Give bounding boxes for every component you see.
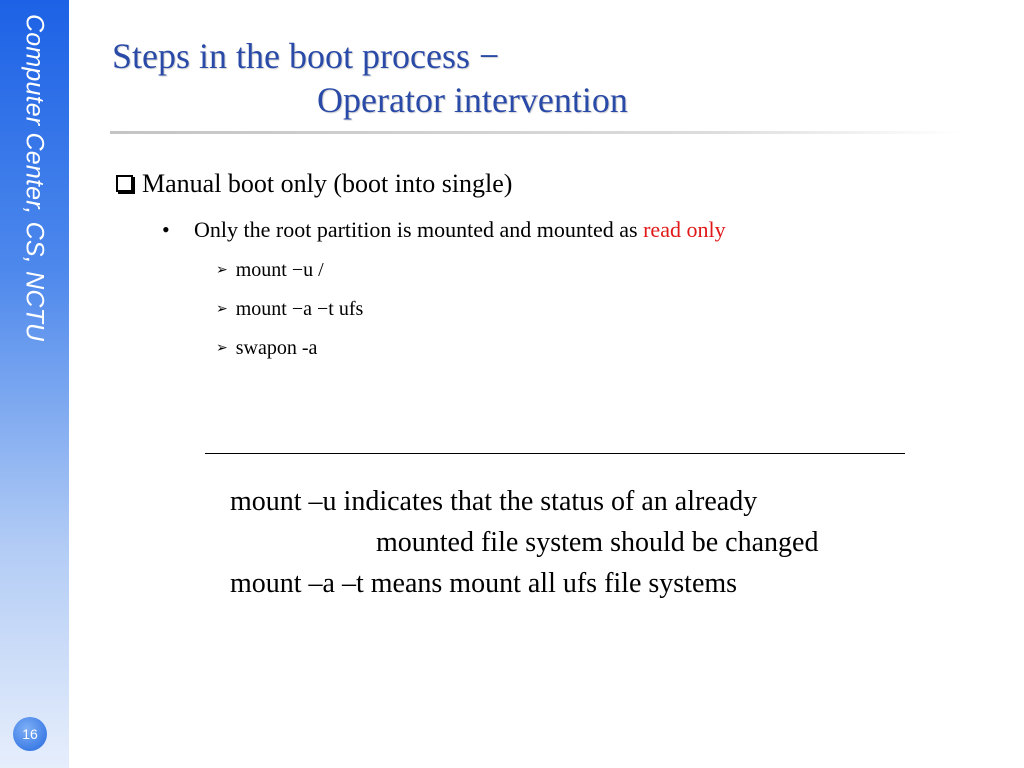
bullet-manual-boot <box>116 168 512 200</box>
command-item <box>216 297 363 321</box>
title-line-1: Steps in the boot process − <box>112 36 500 76</box>
title-underline <box>110 131 960 134</box>
read-only-highlight: read only <box>643 217 726 242</box>
command-text: mount −u / <box>235 259 324 281</box>
command-item <box>216 258 324 282</box>
dot-bullet-icon: • <box>162 217 170 242</box>
note-line-3: mount –a –t means mount all ufs file systems <box>230 568 738 599</box>
sidebar <box>0 0 69 768</box>
arrow-bullet-icon: ➢ <box>216 340 228 356</box>
page-number-badge: 16 <box>13 717 47 751</box>
command-text: swapon -a <box>235 337 318 359</box>
bullet-root-partition-text: Only the root partition is mounted and mounted as read only <box>194 217 726 242</box>
checkbox-bullet-icon <box>116 175 133 192</box>
command-text: mount −a −t ufs <box>235 298 364 320</box>
sidebar-caption: Computer Center, CS, NCTU <box>20 14 49 342</box>
bullet-root-partition <box>162 216 726 244</box>
arrow-bullet-icon: ➢ <box>216 301 228 317</box>
arrow-bullet-icon: ➢ <box>216 262 228 278</box>
note-line-1: mount –u indicates that the status of an already <box>230 486 758 517</box>
command-item <box>216 336 317 360</box>
notes-divider <box>205 453 905 454</box>
slide-title <box>112 34 628 122</box>
bullet-manual-boot-text: Manual boot only (boot into single) <box>142 169 513 198</box>
note-line-2: mounted file system should be changed <box>376 527 819 558</box>
title-line-2: Operator intervention <box>317 80 628 120</box>
